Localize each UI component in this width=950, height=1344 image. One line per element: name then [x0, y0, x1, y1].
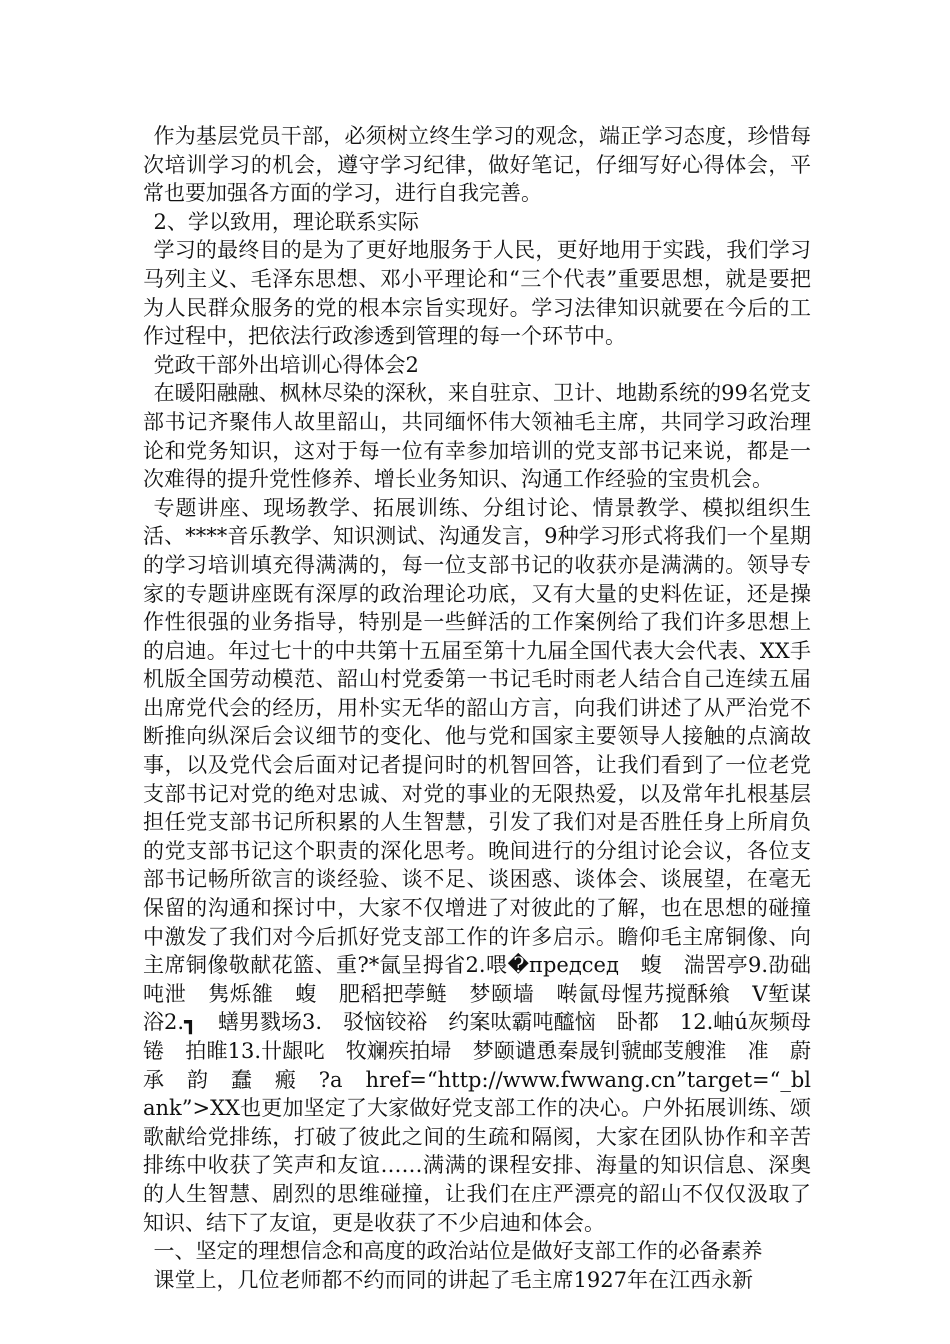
- paragraph-shaoshan-intro: 在暖阳融融、枫林尽染的深秋，来自驻京、卫计、地勘系统的99名党支部书记齐聚伟人故里韶山，共同缅怀伟大领袖毛主席，共同学习政治理论和党务知识，这对于每一位有幸参加培训的党支部书记来说，都是一次难得的提升党性修养、增长业务知识、沟通工作经验的宝贵机会。: [143, 381, 811, 492]
- paragraph-training-content: 专题讲座、现场教学、拓展训练、分组讨论、情景教学、模拟组织生活、****音乐教学、知识测试、沟通发言，9种学习形式将我们一个星期的学习培训填充得满满的，每一位支部书记的收获亦是满满的。领导专家的专题讲座既有深厚的政治理论功底，又有大量的史料佐证，还是操作性很强的业务指导，特别是一些鲜活的工作案例给了我们许多思想上的启迪。年过七十的中共第十五届至第十九届全国代表大会代表、XX手机版全国劳动模范、韶山村党委第一书记毛时雨老人结合自己连续五届出席党代会的经历，用朴实无华的韶山方言，向我们讲述了从严治党不断推向纵深后会议细节的变化、他与党和国家主要领导人接触的点滴故事，以及党代会后面对记者提问时的机智回答，让我们看到了一位老党支部书记对党的绝对忠诚、对党的事业的无限热爱，以及常年扎根基层担任党支部书记所积累的人生智慧，引发了我们对是否胜任身上所肩负的党支部书记这个职责的深化思考。晚间进行的分组讨论会议，各位支部书记畅所欲言的谈经验、谈不足、谈困惑、谈体会、谈展望，在毫无保留的沟通和探讨中，大家不仅增进了对彼此的了解，也在思想的碰撞中激发了我们对今后抓好党支部工作的许多启示。瞻仰毛主席铜像、向主席铜像敬献花篮、重?*氤呈拇省2.喂�председ 蝮 湍罟亭9.劭础吨泄 隽烁雒 蝮 肥稻把荸鲢 梦颐墙 啭氤母惺艿搅酥飨 V堑谋 浴2.┓ 蟮男戮场3. 驳恼铰裕 约案呔霸吨醯恼 卧都 12.岫ú灰频母锩 拍睢13.卄龈叱 牧斓疾拍埽 梦颐谴恿秦晟钊虢邮芰艘淮 准 蔚 承 韵 蠢 瘢 ?a href=“http://www.fwwang.cn”target=“_blank”>XX也更加坚定了大家做好党支部工作的决心。户外拓展训练、颂歌献给党排练，打破了彼此之间的生疏和隔阂，大家在团队协作和辛苦排练中收获了笑声和友谊……满满的课程安排、海量的知识信息、深奥的人生智慧、剧烈的思维碰撞，让我们在庄严漂亮的韶山不仅仅汲取了知识、结下了友谊，更是收获了不少启迪和体会。: [143, 495, 832, 1235]
- paragraph-learning-purpose: 学习的最终目的是为了更好地服务于人民，更好地用于实践，我们学习马列主义、毛泽东思想、邓小平理论和“三个代表”重要思想，就是要把为人民群众服务的党的根本宗旨实现好。学习法律知识就要在今后的工作过程中，把依法行政渗透到管理的每一个环节中。: [143, 238, 811, 349]
- document-page: [143, 122, 832, 1294]
- heading-article-2: 党政干部外出培训心得体会2: [153, 352, 419, 377]
- paragraph-classroom: 课堂上，几位老师都不约而同的讲起了毛主席1927年在江西永新: [153, 1267, 753, 1292]
- paragraph-lifelong-learning: 作为基层党员干部，必须树立终生学习的观念，端正学习态度，珍惜每次培训学习的机会，遵守学习纪律，做好笔记，仔细写好心得体会，平常也要加强各方面的学习，进行自我完善。: [143, 124, 811, 206]
- heading-ideals-beliefs: 一、坚定的理想信念和高度的政治站位是做好支部工作的必备素养: [153, 1239, 763, 1264]
- heading-theory-practice: 2、学以致用，理论联系实际: [153, 209, 419, 234]
